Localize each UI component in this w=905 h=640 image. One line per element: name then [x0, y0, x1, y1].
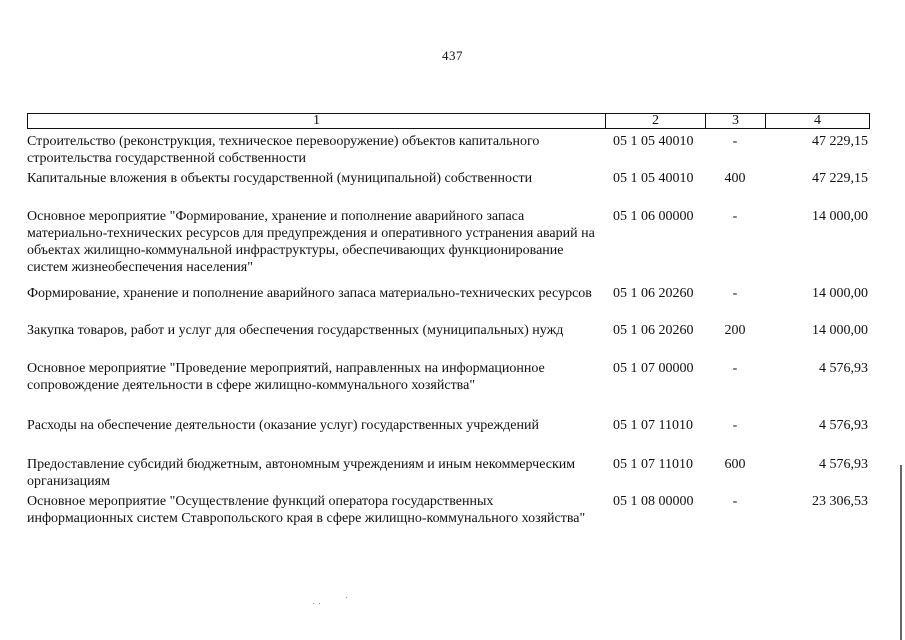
row-expense-type: -: [732, 418, 738, 433]
row-code: 05 1 06 20260: [613, 286, 694, 301]
row-code: 05 1 06 00000: [613, 209, 694, 224]
row-expense-type: -: [732, 286, 738, 301]
row-expense-type: 200: [724, 323, 746, 338]
row-description: Расходы на обеспечение деятельности (оказание услуг) государственных учреждений: [27, 418, 539, 433]
row-amount: 14 000,00: [812, 286, 868, 301]
row-code: 05 1 08 00000: [613, 494, 694, 509]
row-expense-type: -: [732, 494, 738, 509]
row-code: 05 1 07 00000: [613, 361, 694, 376]
row-description: Закупка товаров, работ и услуг для обеспечения государственных (муниципальных) нужд: [27, 323, 564, 338]
row-description: Предоставление субсидий бюджетным, автономным учреждениям и иным некоммерческим организациям: [27, 457, 576, 489]
header-col-4: 4: [814, 113, 821, 128]
header-col-2: 2: [606, 114, 706, 128]
row-amount: 4 576,93: [819, 418, 868, 433]
header-col-3: 3: [706, 114, 766, 128]
row-amount: 23 306,53: [812, 494, 868, 509]
row-amount: 14 000,00: [812, 323, 868, 338]
header-col-1: 1: [28, 114, 606, 128]
row-code: 05 1 05 40010: [613, 134, 694, 149]
row-expense-type: 600: [724, 457, 746, 472]
row-amount: 47 229,15: [812, 134, 868, 149]
row-description: Капитальные вложения в объекты государственной (муниципальной) собственности: [27, 171, 533, 186]
row-description: Строительство (реконструкция, техническое перевооружение) объектов капитального строительства государственной собственности: [27, 134, 540, 166]
scan-edge-line: [900, 465, 902, 640]
row-amount: 4 576,93: [819, 361, 868, 376]
row-expense-type: 400: [724, 171, 746, 186]
table-header-row: [27, 113, 870, 129]
row-expense-type: -: [732, 209, 738, 224]
row-code: 05 1 07 11010: [613, 457, 693, 472]
row-description: Формирование, хранение и пополнение аварийного запаса материально-технических ресурсов: [27, 286, 592, 301]
scan-speck: ˙: [345, 596, 349, 607]
row-expense-type: -: [732, 361, 738, 376]
page-number: 437: [442, 48, 463, 63]
row-expense-type: -: [732, 134, 738, 149]
row-amount: 47 229,15: [812, 171, 868, 186]
row-amount: 4 576,93: [819, 457, 868, 472]
row-description: Основное мероприятие "Проведение мероприятий, направленных на информационное сопровождение деятельности в сфере жилищно-коммунального хозяйства": [27, 361, 545, 393]
row-amount: 14 000,00: [812, 209, 868, 224]
scan-speck: ˙ ˙: [312, 602, 322, 613]
row-code: 05 1 07 11010: [613, 418, 693, 433]
row-description: Основное мероприятие "Формирование, хранение и пополнение аварийного запаса материально-технических ресурсов для предупреждения и оперативного устранения аварий на объектах жилищно-коммунальной инфраструктуры, обеспечивающих функционирование систем жизнеобеспечения населения": [27, 209, 595, 275]
row-code: 05 1 05 40010: [613, 171, 694, 186]
row-code: 05 1 06 20260: [613, 323, 694, 338]
row-description: Основное мероприятие "Осуществление функций оператора государственных информационных систем Ставропольского края в сфере жилищно-коммунального хозяйства": [27, 494, 586, 526]
